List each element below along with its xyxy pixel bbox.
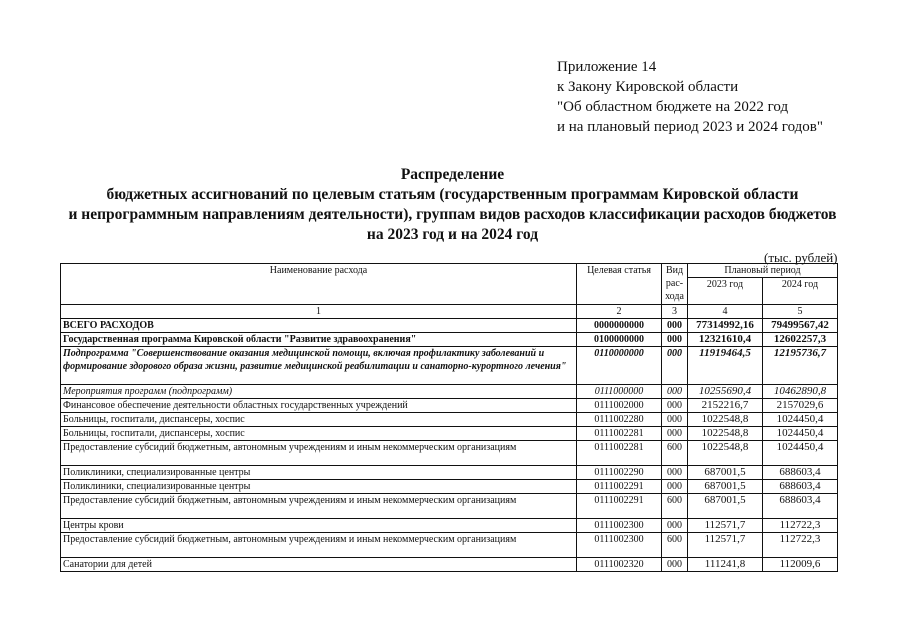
table-row: [61, 480, 838, 494]
row-amount-2023: 111241,8: [688, 558, 763, 572]
row-amount-2024: 688603,4: [763, 494, 838, 519]
row-kind-code: 000: [662, 413, 688, 427]
row-name: Предоставление субсидий бюджетным, автономным учреждениям и иным некоммерческим организациям: [61, 494, 577, 519]
row-name: ВСЕГО РАСХОДОВ: [61, 319, 577, 333]
row-target-code: 0111002281: [577, 427, 662, 441]
row-kind-code: 000: [662, 319, 688, 333]
row-amount-2023: 112571,7: [688, 519, 763, 533]
row-amount-2024: 12602257,3: [763, 333, 838, 347]
row-name: Больницы, госпитали, диспансеры, хоспис: [61, 427, 577, 441]
header-name: Наименование расхода: [61, 264, 577, 305]
table-row: [61, 413, 838, 427]
title-line: на 2023 год и на 2024 год: [366, 226, 539, 243]
row-amount-2024: 2157029,6: [763, 399, 838, 413]
row-amount-2023: 1022548,8: [688, 427, 763, 441]
row-amount-2024: 112722,3: [763, 519, 838, 533]
row-amount-2024: 1024450,4: [763, 413, 838, 427]
row-amount-2023: 1022548,8: [688, 413, 763, 427]
row-name: Поликлиники, специализированные центры: [61, 466, 577, 480]
appendix-caption: [557, 57, 823, 137]
row-target-code: 0111002291: [577, 494, 662, 519]
header-2024: 2024 год: [763, 278, 838, 305]
header-target: Целевая статья: [577, 264, 662, 305]
appendix-line: Приложение 14: [557, 59, 657, 75]
col-number: 1: [61, 305, 577, 319]
row-amount-2023: 1022548,8: [688, 441, 763, 466]
row-target-code: 0111002280: [577, 413, 662, 427]
table-row: [61, 427, 838, 441]
row-amount-2024: 1024450,4: [763, 427, 838, 441]
row-target-code: 0111002320: [577, 558, 662, 572]
row-amount-2024: 1024450,4: [763, 441, 838, 466]
col-number: 2: [577, 305, 662, 319]
col-number: 3: [662, 305, 688, 319]
row-amount-2023: 687001,5: [688, 494, 763, 519]
row-kind-code: 000: [662, 519, 688, 533]
table-row: [61, 319, 838, 333]
col-number: 4: [688, 305, 763, 319]
header-2023: 2023 год: [688, 278, 763, 305]
row-amount-2024: 112722,3: [763, 533, 838, 558]
col-number: 5: [763, 305, 838, 319]
row-kind-code: 000: [662, 480, 688, 494]
row-amount-2024: 688603,4: [763, 480, 838, 494]
table-row: [61, 333, 838, 347]
row-name: Финансовое обеспечение деятельности областных государственных учреждений: [61, 399, 577, 413]
appendix-line: и на плановый период 2023 и 2024 годов": [557, 119, 823, 135]
row-target-code: 0111002281: [577, 441, 662, 466]
appendix-line: к Закону Кировской области: [557, 79, 739, 95]
row-amount-2023: 2152216,7: [688, 399, 763, 413]
row-target-code: 0100000000: [577, 333, 662, 347]
row-amount-2023: 77314992,16: [688, 319, 763, 333]
table-row: [61, 399, 838, 413]
row-amount-2024: 10462890,8: [763, 385, 838, 399]
row-target-code: 0111000000: [577, 385, 662, 399]
table-row: [61, 533, 838, 558]
row-target-code: 0111002300: [577, 519, 662, 533]
units-label: (тыс. рублей): [764, 250, 838, 265]
row-amount-2023: 112571,7: [688, 533, 763, 558]
row-kind-code: 000: [662, 347, 688, 385]
row-amount-2024: 79499567,42: [763, 319, 838, 333]
row-name: Подпрограмма "Совершенствование оказания медицинской помощи, включая профилактику заболеваний и формирование здорового образа жизни, развитие медицинской реабилитации и санаторно-курортного лечения": [61, 347, 577, 385]
title-line: Распределение: [400, 166, 505, 183]
row-target-code: 0000000000: [577, 319, 662, 333]
row-name: Санатории для детей: [61, 558, 577, 572]
row-amount-2023: 12321610,4: [688, 333, 763, 347]
row-amount-2024: 112009,6: [763, 558, 838, 572]
table-row: [61, 494, 838, 519]
row-amount-2023: 687001,5: [688, 480, 763, 494]
row-kind-code: 000: [662, 385, 688, 399]
row-kind-code: 000: [662, 427, 688, 441]
table-row: [61, 558, 838, 572]
row-name: Больницы, госпитали, диспансеры, хоспис: [61, 413, 577, 427]
header-period: Плановый период: [688, 264, 838, 278]
row-kind-code: 000: [662, 333, 688, 347]
row-amount-2023: 11919464,5: [688, 347, 763, 385]
row-amount-2023: 687001,5: [688, 466, 763, 480]
row-amount-2023: 10255690,4: [688, 385, 763, 399]
table-row: [61, 466, 838, 480]
row-target-code: 0111002000: [577, 399, 662, 413]
table-body: [61, 319, 838, 572]
row-name: Центры крови: [61, 519, 577, 533]
row-kind-code: 600: [662, 441, 688, 466]
row-name: Мероприятия программ (подпрограмм): [61, 385, 577, 399]
row-name: Поликлиники, специализированные центры: [61, 480, 577, 494]
row-target-code: 0111002290: [577, 466, 662, 480]
row-kind-code: 000: [662, 466, 688, 480]
title-line: бюджетных ассигнований по целевым статьям (государственным программам Кировской области: [106, 186, 799, 203]
row-kind-code: 000: [662, 399, 688, 413]
row-kind-code: 000: [662, 558, 688, 572]
document-title: [0, 165, 905, 245]
row-name: Государственная программа Кировской области "Развитие здравоохранения": [61, 333, 577, 347]
appendix-line: "Об областном бюджете на 2022 год: [557, 99, 789, 115]
title-line: и непрограммным направлениям деятельности), группам видов расходов классификации расходов бюджетов: [68, 206, 837, 223]
table-row: [61, 519, 838, 533]
row-amount-2024: 688603,4: [763, 466, 838, 480]
table-row: [61, 385, 838, 399]
row-kind-code: 600: [662, 494, 688, 519]
row-name: Предоставление субсидий бюджетным, автономным учреждениям и иным некоммерческим организациям: [61, 533, 577, 558]
table-row: [61, 441, 838, 466]
row-target-code: 0110000000: [577, 347, 662, 385]
row-target-code: 0111002300: [577, 533, 662, 558]
table-row: [61, 347, 838, 385]
row-amount-2024: 12195736,7: [763, 347, 838, 385]
header-row: [61, 264, 838, 278]
row-name: Предоставление субсидий бюджетным, автономным учреждениям и иным некоммерческим организациям: [61, 441, 577, 466]
budget-table: [60, 263, 838, 572]
header-kind: Вид рас-хода: [662, 264, 688, 305]
row-target-code: 0111002291: [577, 480, 662, 494]
column-number-row: [61, 305, 838, 319]
row-kind-code: 600: [662, 533, 688, 558]
